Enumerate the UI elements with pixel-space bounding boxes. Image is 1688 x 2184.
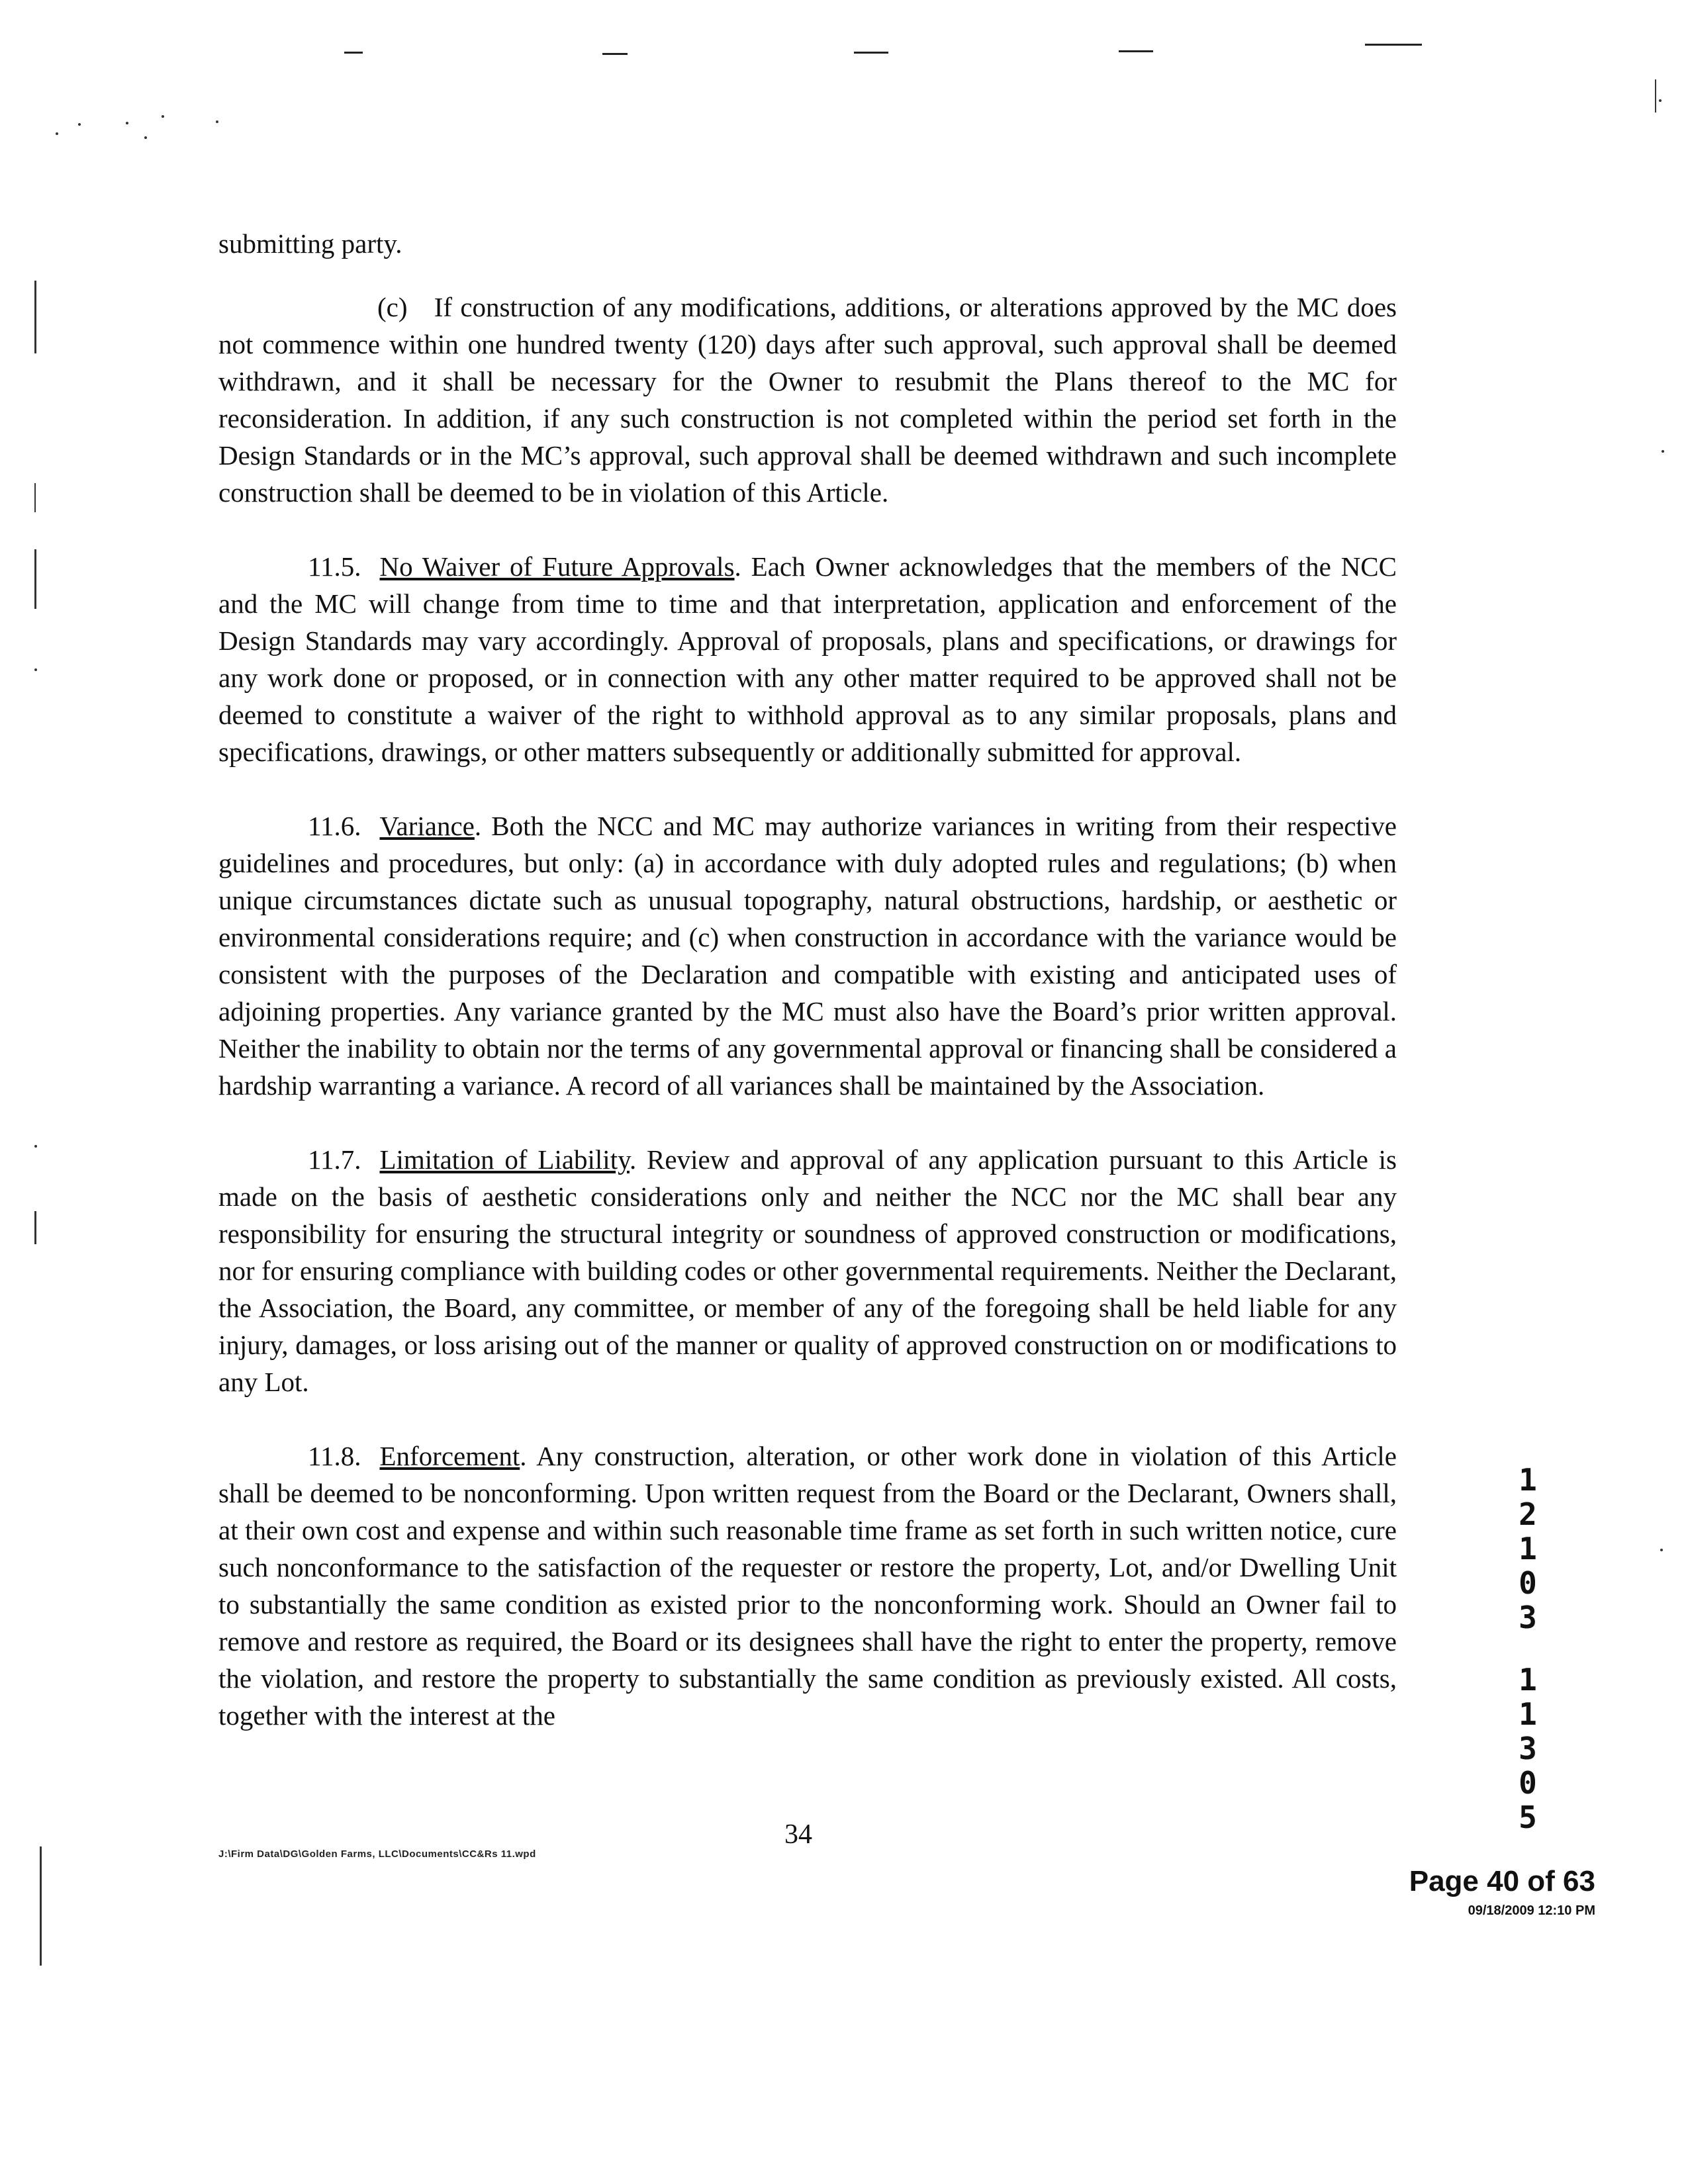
margin-change-bar [34,1211,36,1244]
stamp-datetime: 09/18/2009 12:10 PM [1468,1903,1595,1918]
section-text: . Each Owner acknowledges that the members of the NCC and the MC will change from time to time and that interpretation, application and enforcement of the Design Standards may vary accordingly. Approval of proposals, plans and specifications, or drawings for any work done or proposed, or in connection with any other matter required to be approved shall not be deemed to constitute a waiver of the right to withhold approval as to any similar proposals, plans and specifications, drawings, or other matters subsequently or additionally submitted for approval. [218,551,1397,767]
section-number: 11.5. [308,551,361,582]
scan-artifact-speck [78,123,81,126]
scan-artifact-speck [1659,99,1662,102]
recording-digit: 1 [1519,1662,1537,1698]
continuation-line [218,225,1397,262]
recording-digit: 1 [1519,1696,1537,1732]
recording-number-stamp [1513,1463,1543,1835]
recording-digit: 3 [1519,1731,1537,1766]
footer-file-path: J:\Firm Data\DG\Golden Farms, LLC\Documents\CC&Rs 11.wpd [218,1848,536,1860]
paragraph-c [218,289,1397,511]
scan-artifact-dash [854,52,888,54]
section-text: . Review and approval of any application pursuant to this Article is made on the basis of aesthetic considerations only and neither the NCC nor the MC shall bear any responsibility for ensuring the structural integrity or soundness of approved construction or modifications, nor for ensuring compliance with building codes or other governmental requirements. Neither the Declarant, the Association, the Board, any committee, or member of any of the foregoing shall be held liable for any injury, damages, or loss arising out of the manner or quality of approved construction on or modifications to any Lot. [218,1144,1397,1397]
recording-digit: 3 [1519,1600,1537,1635]
scan-artifact-dash [1119,50,1153,52]
scan-artifact-speck [126,122,128,124]
scan-artifact-speck [144,136,147,139]
margin-change-bar [34,549,36,609]
scan-artifact-dash [344,52,363,54]
stamp-gap [1513,1635,1543,1662]
continuation-text: submitting party. [218,228,402,259]
section-heading: No Waiver of Future Approvals [379,551,735,582]
section-11-5 [218,548,1397,770]
document-body [218,225,1397,1771]
margin-mark [1655,79,1656,113]
recording-digit: 2 [1519,1496,1537,1532]
section-heading: Enforcement [379,1441,520,1471]
paragraph-text: If construction of any modifications, additions, or alterations approved by the MC does not commence within one hundred twenty (120) days after such approval, such approval shall be deemed withdrawn, and it shall be necessary for the Owner to resubmit the Plans thereof to the MC for reconsideration. In addition, if any such construction is not completed within the period set forth in the Design Standards or in the MC’s approval, such approval shall be deemed withdrawn and such incomplete construction shall be deemed to be in violation of this Article. [218,292,1397,508]
scan-artifact-dash [602,53,628,55]
scan-artifact-speck [56,132,58,135]
section-11-6 [218,807,1397,1104]
page-count-stamp: Page 40 of 63 [1409,1865,1595,1897]
recording-digit: 1 [1519,1462,1537,1498]
section-heading: Variance [379,811,475,841]
scan-artifact-speck [162,115,164,118]
section-11-8 [218,1437,1397,1734]
paragraph-label: (c) [377,292,408,322]
margin-change-bar [40,1846,42,1966]
scan-artifact-speck [34,668,37,671]
section-text: . Any construction, alteration, or other work done in violation of this Article shall be deemed to be nonconforming. Upon written request from the Board or the Declarant, Owners shall, at their own cost and expense and within such reasonable time frame as set forth in such written notice, cure such nonconformance to the satisfaction of the requester or restore the property, Lot, and/or Dwelling Unit to substantially the same condition as existed prior to the nonconforming work. Should an Owner fail to remove and restore as required, the Board or its designees shall have the right to enter the property, remove the violation, and restore the property to substantially the same condition as previously existed. All costs, together with the interest at the [218,1441,1397,1731]
section-number: 11.6. [308,811,361,841]
recording-digit: 0 [1519,1765,1537,1801]
scan-artifact-speck [34,1145,37,1148]
recording-digit: 1 [1519,1531,1537,1567]
scan-artifact-speck [216,120,218,123]
margin-change-bar [34,281,36,353]
section-text: . Both the NCC and MC may authorize variances in writing from their respective guidelines and procedures, but only: (a) in accordance with duly adopted rules and regulations; (b) when unique circumstances dictate such as unusual topography, natural obstructions, hardship, or aesthetic or environmental considerations require; and (c) when construction in accordance with the variance would be consistent with the purposes of the Declaration and compatible with existing and anticipated uses of adjoining properties. Any variance granted by the MC must also have the Board’s prior written approval. Neither the inability to obtain nor the terms of any governmental approval or financing shall be considered a hardship warranting a variance. A record of all variances shall be maintained by the Association. [218,811,1397,1101]
page-number: 34 [784,1819,812,1850]
margin-change-bar [34,483,36,512]
scan-artifact-speck [1660,1549,1663,1551]
recording-digit: 5 [1519,1799,1537,1835]
recording-digit: 0 [1519,1565,1537,1601]
section-11-7 [218,1141,1397,1400]
section-number: 11.7. [308,1144,361,1175]
scan-artifact-speck [1662,450,1664,453]
section-heading: Limitation of Liability [379,1144,630,1175]
scan-artifact-dash [1365,44,1422,46]
section-number: 11.8. [308,1441,361,1471]
